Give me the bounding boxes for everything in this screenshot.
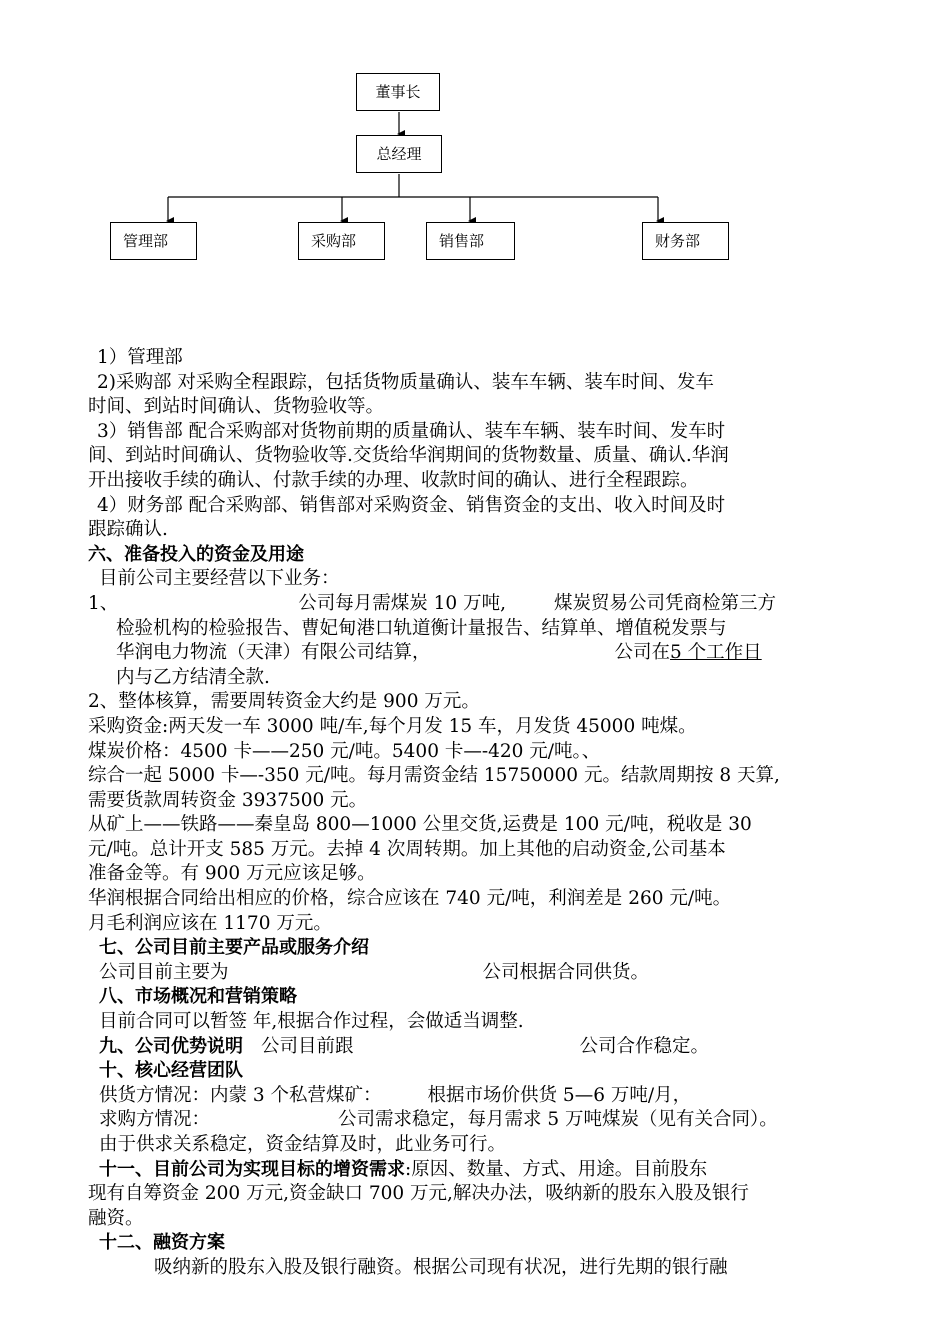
paragraph-line: 融资。 (88, 1207, 144, 1229)
sales-dept-box: 销售部 (426, 222, 515, 260)
paragraph-line: 华润根据合同给出相应的价格，综合应该在 740 元/吨，利润差是 260 元/吨。 (88, 888, 732, 910)
dept-desc-line: 跟踪确认. (88, 519, 168, 541)
paragraph-line: 采购资金:两天发一车 3000 吨/车,每个月发 15 车，月发货 45000 吨煤。 (88, 715, 697, 737)
text-fragment: 公司需求稳定，每月需求 5 万吨煤炭（见有关合同）。 (338, 1109, 778, 1131)
paragraph-line: 月毛利润应该在 1170 万元。 (88, 912, 332, 934)
text-fragment: 公司根据合同供货。 (482, 961, 650, 983)
text-fragment: 公司在 (614, 642, 671, 664)
dept-desc-line: 开出接收手续的确认、付款手续的办理、收款时间的确认、进行全程跟踪。 (88, 469, 699, 491)
paragraph-line: 煤炭价格：4500 卡——250 元/吨。5400 卡—-420 元/吨。、 (88, 740, 601, 762)
list-number: 1、 (88, 592, 119, 614)
paragraph-line: 由于供求关系稳定，资金结算及时，此业务可行。 (99, 1134, 507, 1155)
section-heading: 八、市场概况和营销策略 (99, 986, 297, 1008)
paragraph-line: 吸纳新的股东入股及银行融资。根据公司现有状况，进行先期的银行融 (154, 1256, 728, 1278)
section-heading: 九、公司优势说明 (99, 1035, 243, 1057)
dept-desc-line: 2)采购部 对采购全程跟踪，包括货物质量确认、装车车辆、装车时间、发车 (97, 371, 714, 393)
management-dept-box: 管理部 (110, 222, 197, 260)
dept-desc-line: 间、到站时间确认、货物验收等.交货给华润期间的货物数量、质量、确认.华润 (88, 445, 729, 467)
dept-desc-line: 3）销售部 配合采购部对货物前期的质量确认、装车车辆、装车时间、发车时 (97, 420, 726, 442)
list-item-line: 内与乙方结清全款. (116, 666, 270, 688)
dept-desc-line: 1）管理部 (97, 347, 183, 368)
paragraph-line (88, 1158, 878, 1183)
text-fragment: 公司目前跟 (261, 1035, 354, 1057)
paragraph-line: 目前公司主要经营以下业务： (99, 568, 340, 590)
paragraph-line: 现有自筹资金 200 万元,资金缺口 700 万元,解决办法，吸纳新的股东入股及银行 (88, 1183, 749, 1205)
paragraph-line (88, 1108, 878, 1133)
list-item-line (88, 641, 878, 666)
list-item-line: 检验机构的检验报告、曹妃甸港口轨道衡计量报告、结算单、增值税发票与 (116, 617, 727, 639)
paragraph-line: 2、整体核算，需要周转资金大约是 900 万元。 (88, 691, 480, 713)
section-heading: 十一、目前公司为实现目标的增资需求 (99, 1158, 405, 1180)
text-fragment: 煤炭贸易公司凭商检第三方 (553, 592, 776, 614)
text-fragment: :原因、数量、方式、用途。目前股东 (405, 1158, 708, 1180)
list-item-line (88, 592, 878, 617)
paragraph-line (88, 1084, 878, 1109)
underlined-deadline: 5 个工作日 (670, 642, 762, 664)
paragraph-line: 综合一起 5000 卡—-350 元/吨。每月需资金结 15750000 元。结款周期按 8 天算, (88, 765, 780, 787)
text-fragment: 公司合作稳定。 (579, 1035, 710, 1057)
text-fragment: 根据市场价供货 5—6 万吨/月， (427, 1084, 692, 1106)
text-fragment: 华润电力物流（天津）有限公司结算， (116, 642, 431, 664)
general-manager-box: 总经理 (356, 135, 442, 173)
org-chart (0, 0, 950, 300)
paragraph-line (88, 1035, 878, 1060)
section-heading: 十、核心经营团队 (99, 1060, 243, 1082)
section-heading: 十二、融资方案 (99, 1232, 225, 1254)
paragraph-line: 元/吨。总计开支 585 万元。去掉 4 次周转期。加上其他的启动资金,公司基本 (88, 838, 726, 860)
document-body (88, 346, 878, 1281)
chairman-box: 董事长 (356, 73, 440, 111)
dept-desc-line: 时间、到站时间确认、货物验收等。 (88, 396, 385, 418)
purchasing-dept-box: 采购部 (298, 222, 385, 260)
paragraph-line: 需要货款周转资金 3937500 元。 (88, 789, 368, 811)
text-fragment: 公司目前主要为 (99, 961, 229, 983)
paragraph-line: 准备金等。有 900 万元应该足够。 (88, 863, 376, 885)
section-heading: 七、公司目前主要产品或服务介绍 (99, 937, 369, 959)
text-fragment: 求购方情况： (99, 1109, 211, 1131)
paragraph-line: 目前合同可以暂签 年,根据合作过程，会做适当调整. (99, 1011, 524, 1033)
text-fragment: 公司每月需煤炭 10 万吨, (298, 592, 506, 614)
paragraph-line: 从矿上——铁路——秦皇岛 800—1000 公里交货,运费是 100 元/吨，税收是 30 (88, 814, 752, 836)
dept-desc-line: 4）财务部 配合采购部、销售部对采购资金、销售资金的支出、收入时间及时 (97, 494, 726, 516)
finance-dept-box: 财务部 (642, 222, 729, 260)
paragraph-line (88, 961, 878, 986)
text-fragment: 供货方情况：内蒙 3 个私营煤矿： (99, 1084, 382, 1106)
section-heading: 六、准备投入的资金及用途 (88, 543, 304, 565)
